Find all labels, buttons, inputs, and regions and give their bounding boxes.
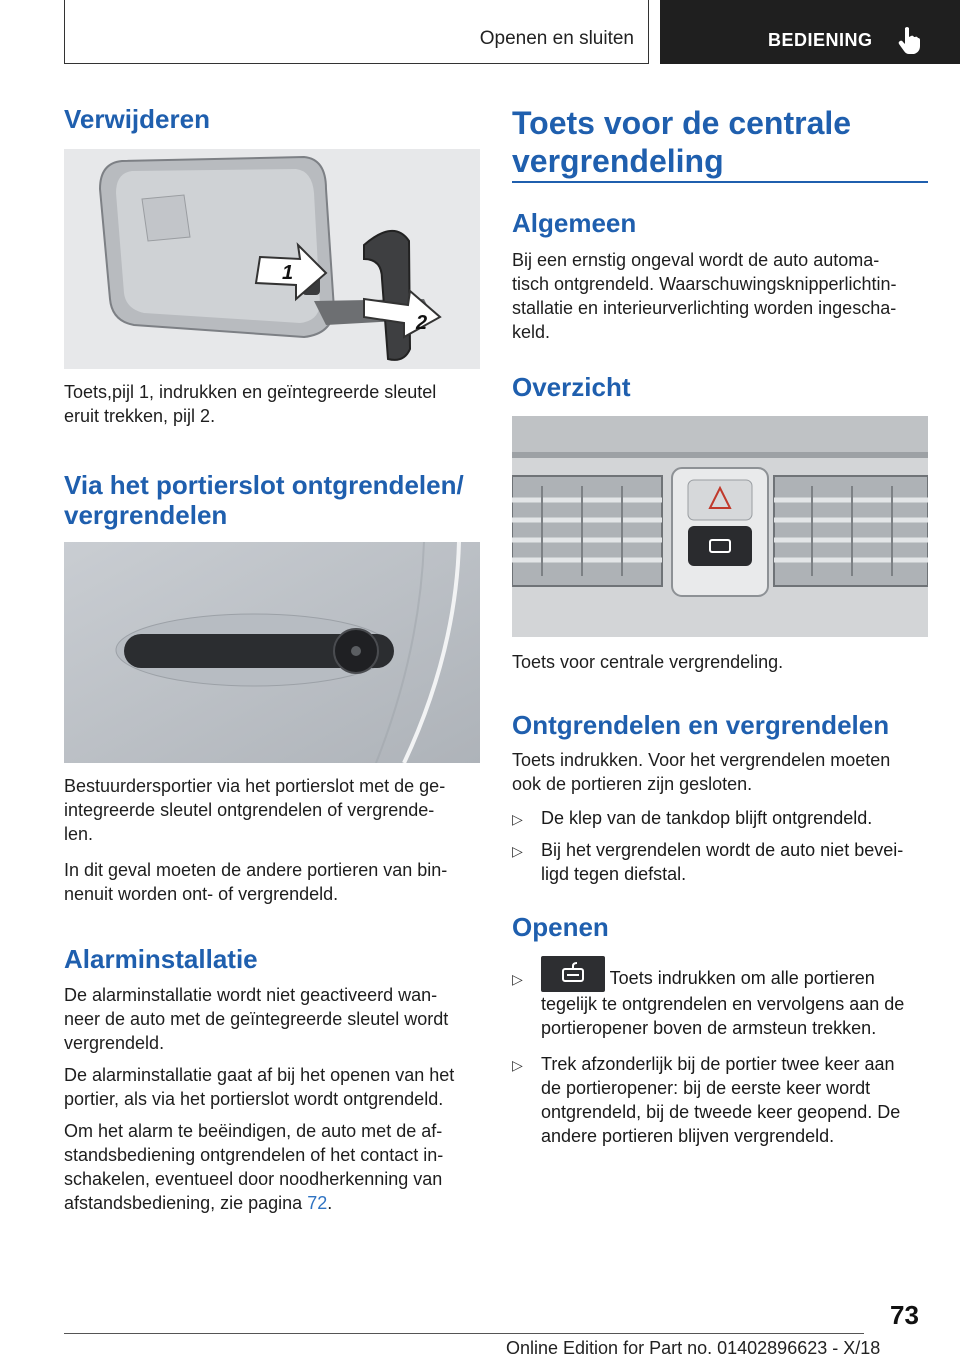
- arrow-label-1: 1: [282, 262, 294, 284]
- header-section-box: [64, 0, 649, 64]
- portierslot-heading: Via het portierslot ontgrendelen/ vergrendelen: [64, 470, 464, 530]
- key-drawing: [64, 149, 480, 369]
- overzicht-caption: Toets voor centrale vergrendeling.: [512, 652, 784, 672]
- alarm-paragraph-1: De alarminstallatie wordt niet geactiveerd wan‐ neer de auto met de geïntegreerde sleutel wordt vergrendeld.: [64, 985, 449, 1053]
- alarminstallatie-heading: Alarminstallatie: [64, 944, 258, 974]
- bullet-triangle-icon: ▷: [512, 811, 523, 827]
- alarm-paragraph-2: De alarminstallatie gaat af bij het openen van het portier, als via het portierslot wordt ontgrendeld.: [64, 1065, 455, 1109]
- ontgrendelen-paragraph: Toets indrukken. Voor het vergrendelen moeten ook de portieren zijn gesloten.: [512, 750, 891, 794]
- overzicht-heading: Overzicht: [512, 372, 631, 402]
- heading-rule: [512, 181, 928, 183]
- openen-bullet-2: ▷ Trek afzonderlijk bij de portier twee keer aan de portieropener: bij de eerste keer wordt ontgrendeld, bij de tweede keer geopend. De andere portieren blijven vergrendeld.: [512, 1054, 901, 1146]
- openen-heading: Openen: [512, 912, 609, 942]
- central-lock-button-photo: [512, 416, 928, 637]
- vent-drawing: [512, 416, 928, 637]
- bullet-triangle-icon: ▷: [512, 1057, 523, 1073]
- verwijderen-heading: Verwijderen: [64, 104, 210, 134]
- arrow-label-2: 2: [416, 312, 428, 334]
- ontgrendelen-heading: Ontgrendelen en vergrendelen: [512, 710, 890, 740]
- unlock-button-icon: [541, 956, 605, 992]
- door-handle-photo: [64, 542, 480, 763]
- ontgrendelen-bullet-1: ▷ De klep van de tankdop blijft ontgrendeld.: [512, 806, 932, 830]
- header-chapter-label: BEDIENING: [768, 30, 873, 50]
- openen-bullet-1: ▷ Toets indrukken om alle portieren tegelijk te ontgrendelen en vervolgens aan de portieropener boven de armsteun trekken.: [512, 966, 932, 1038]
- page-number: 73: [890, 1300, 919, 1330]
- portierslot-paragraph-1: Bestuurdersportier via het portierslot met de ge‐ integreerde sleutel ontgrendelen of vergrende‐ len.: [64, 776, 446, 844]
- bullet-triangle-icon: ▷: [512, 843, 523, 859]
- footer-edition: Online Edition for Part no. 01402896623 - X/18: [506, 1338, 881, 1358]
- page-72-link[interactable]: 72: [307, 1193, 328, 1213]
- key-removal-illustration: [64, 149, 480, 369]
- algemeen-heading: Algemeen: [512, 208, 637, 238]
- portierslot-paragraph-2: In dit geval moeten de andere portieren van bin‐ nenuit worden ont- of vergrendeld.: [64, 860, 448, 904]
- bullet-triangle-icon: ▷: [512, 971, 523, 987]
- main-section-heading: Toets voor de centrale vergrendeling: [512, 105, 852, 179]
- alarm-paragraph-3: Om het alarm te beëindigen, de auto met de af‐ standsbediening ontgrendelen of het contact in‐ schakelen, eventueel door noodherkenning van afstandsbediening, zie pagina 72.: [64, 1121, 444, 1213]
- header-section-title: Openen en sluiten: [479, 28, 634, 49]
- hand-pointer-icon: [896, 26, 922, 54]
- algemeen-paragraph: Bij een ernstig ongeval wordt de auto automa‐ tisch ontgrendeld. Waarschuwingsknipperlichtin‐ stallatie en interieurverlichting worden ingescha‐ keld.: [512, 250, 897, 342]
- footer-rule: [64, 1333, 864, 1334]
- header-chapter-tab: [660, 0, 960, 64]
- ontgrendelen-bullet-2: ▷ Bij het vergrendelen wordt de auto niet bevei‐ ligd tegen diefstal.: [512, 840, 904, 884]
- verwijderen-caption: Toets,pijl 1, indrukken en geïntegreerde sleutel eruit trekken, pijl 2.: [64, 382, 437, 426]
- door-handle-drawing: [64, 542, 480, 763]
